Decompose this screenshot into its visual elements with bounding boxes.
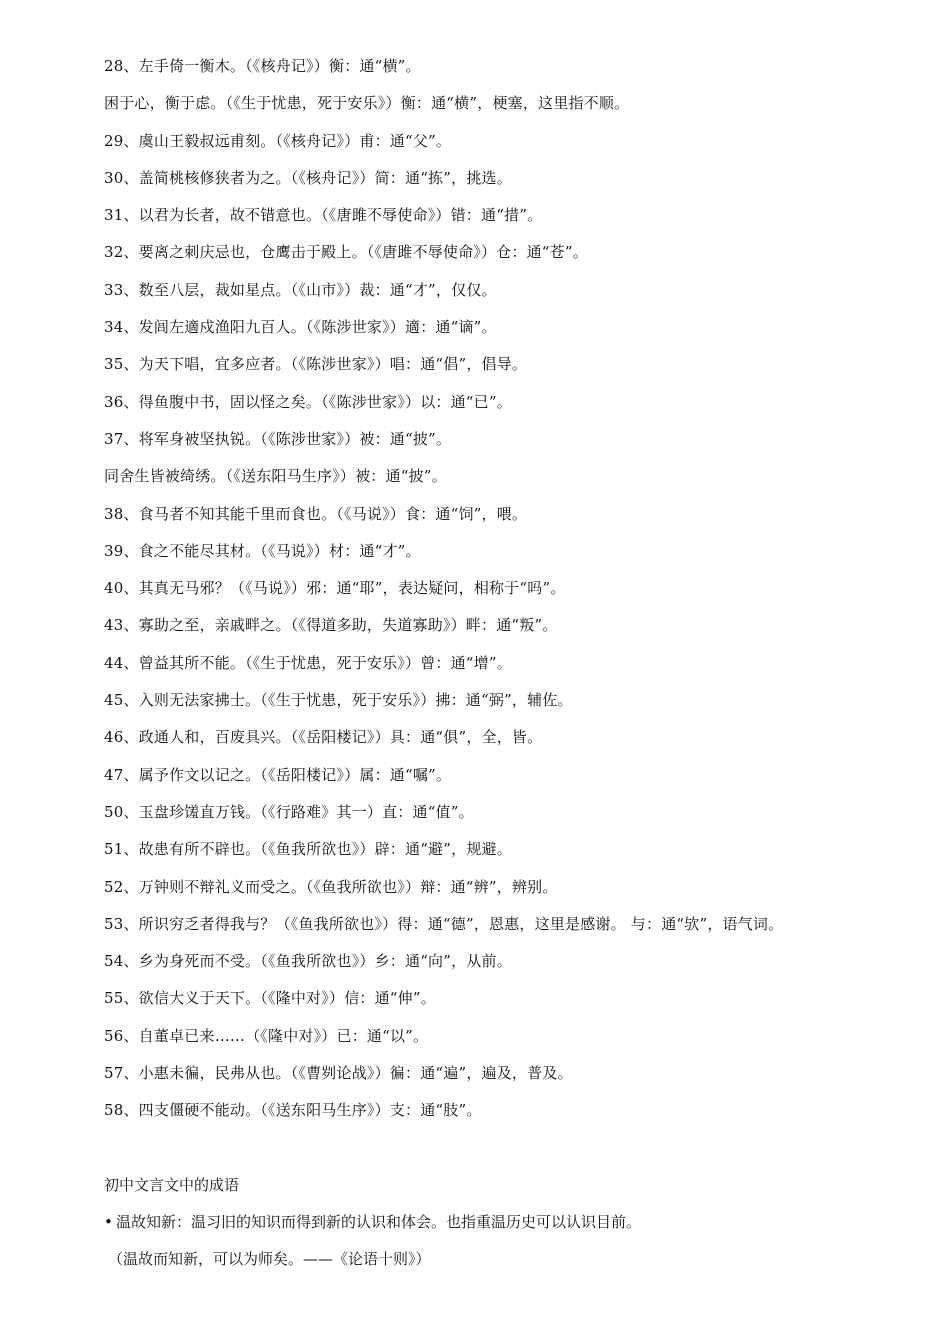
list-item: 57、小惠未徧，民弗从也。（《曹刿论战》）徧：通“遍”，遍及，普及。: [104, 1064, 573, 1083]
list-item: 40、其真无马邪？（《马说》）邪：通“耶”，表达疑问，相称于“吗”。: [104, 579, 566, 598]
list-item: 39、食之不能尽其材。（《马说》）材：通“才”。: [104, 541, 421, 560]
list-item: 31、以君为长者，故不错意也。（《唐雎不辱使命》）错：通“措”。: [104, 206, 543, 225]
list-item: 困于心，衡于虑。（《生于忧患，死于安乐》）衡：通“横”，梗塞，这里指不顺。: [104, 94, 630, 113]
list-item: 52、万钟则不辩礼义而受之。（《鱼我所欲也》）辩：通“辨”，辨别。: [104, 877, 558, 896]
list-item: 46、政通人和，百废具兴。（《岳阳楼记》）具：通“俱”，全，皆。: [104, 728, 543, 747]
list-item: 50、玉盘珍馐直万钱。（《行路难》其一）直：通“值”。: [104, 802, 474, 821]
idiom-source: （温故而知新，可以为师矣。——《论语十则》）: [108, 1250, 431, 1268]
list-item: 33、数至八层，裁如星点。（《山市》）裁：通“才”，仅仅。: [104, 280, 497, 299]
idiom-entry: [104, 1213, 934, 1231]
tongjiazi-list: [104, 57, 934, 1139]
list-item: 37、将军身被坚执锐。（《陈涉世家》）被：通“披”。: [104, 429, 452, 448]
list-item: 44、曾益其所不能。（《生于忧患，死于安乐》）曾：通“增”。: [104, 653, 512, 672]
list-item: 55、欲信大义于天下。（《隆中对》）信：通“伸”。: [104, 989, 436, 1008]
idiom-definition: 温故知新：温习旧的知识而得到新的认识和体会。也指重温历史可以认识目前。: [116, 1213, 642, 1231]
list-item: 29、虞山王毅叔远甫刻。（《核舟记》）甫：通“父”。: [104, 131, 452, 150]
list-item: 54、乡为身死而不受。（《鱼我所欲也》）乡：通“向”，从前。: [104, 952, 512, 971]
list-item: 28、左手倚一衡木。（《核舟记》）衡：通“横”。: [104, 57, 421, 75]
list-item: 32、要离之刺庆忌也，仓鹰击于殿上。（《唐雎不辱使命》）仓：通“苍”。: [104, 243, 588, 262]
list-item: 36、得鱼腹中书，固以怪之矣。（《陈涉世家》）以：通“已”。: [104, 392, 512, 411]
section-heading: 初中文言文中的成语: [104, 1176, 240, 1194]
list-item: 47、属予作文以记之。（《岳阳楼记》）属：通“嘱”。: [104, 765, 452, 784]
list-item: 同舍生皆被绮绣。（《送东阳马生序》）被：通“披”。: [104, 467, 447, 486]
bullet-icon: •: [104, 1213, 113, 1231]
list-item: 43、寡助之至，亲戚畔之。（《得道多助，失道寡助》）畔：通“叛”。: [104, 616, 558, 635]
list-item: 53、所识穷乏者得我与？（《鱼我所欲也》）得：通“德”，恩惠，这里是感谢。 与：通“欤”，语气词。: [104, 914, 784, 933]
list-item: 56、自董卓已来……（《隆中对》）已：通“以”。: [104, 1026, 429, 1045]
list-item: 34、发闾左適戍渔阳九百人。（《陈涉世家》）適：通“谪”。: [104, 318, 497, 337]
list-item: 45、入则无法家拂士。（《生于忧患，死于安乐》）拂：通“弼”，辅佐。: [104, 691, 573, 710]
list-item: 35、为天下唱，宜多应者。（《陈涉世家》）唱：通“倡”，倡导。: [104, 355, 528, 374]
list-item: 38、食马者不知其能千里而食也。（《马说》）食：通“饲”，喂。: [104, 504, 528, 523]
idioms-section: [104, 1176, 934, 1287]
list-item: 30、盖简桃核修狭者为之。（《核舟记》）简：通“拣”，挑选。: [104, 168, 512, 187]
list-item: 51、故患有所不辟也。（《鱼我所欲也》）辟：通“避”，规避。: [104, 840, 512, 859]
list-item: 58、四支僵硬不能动。（《送东阳马生序》）支：通“肢”。: [104, 1101, 482, 1120]
